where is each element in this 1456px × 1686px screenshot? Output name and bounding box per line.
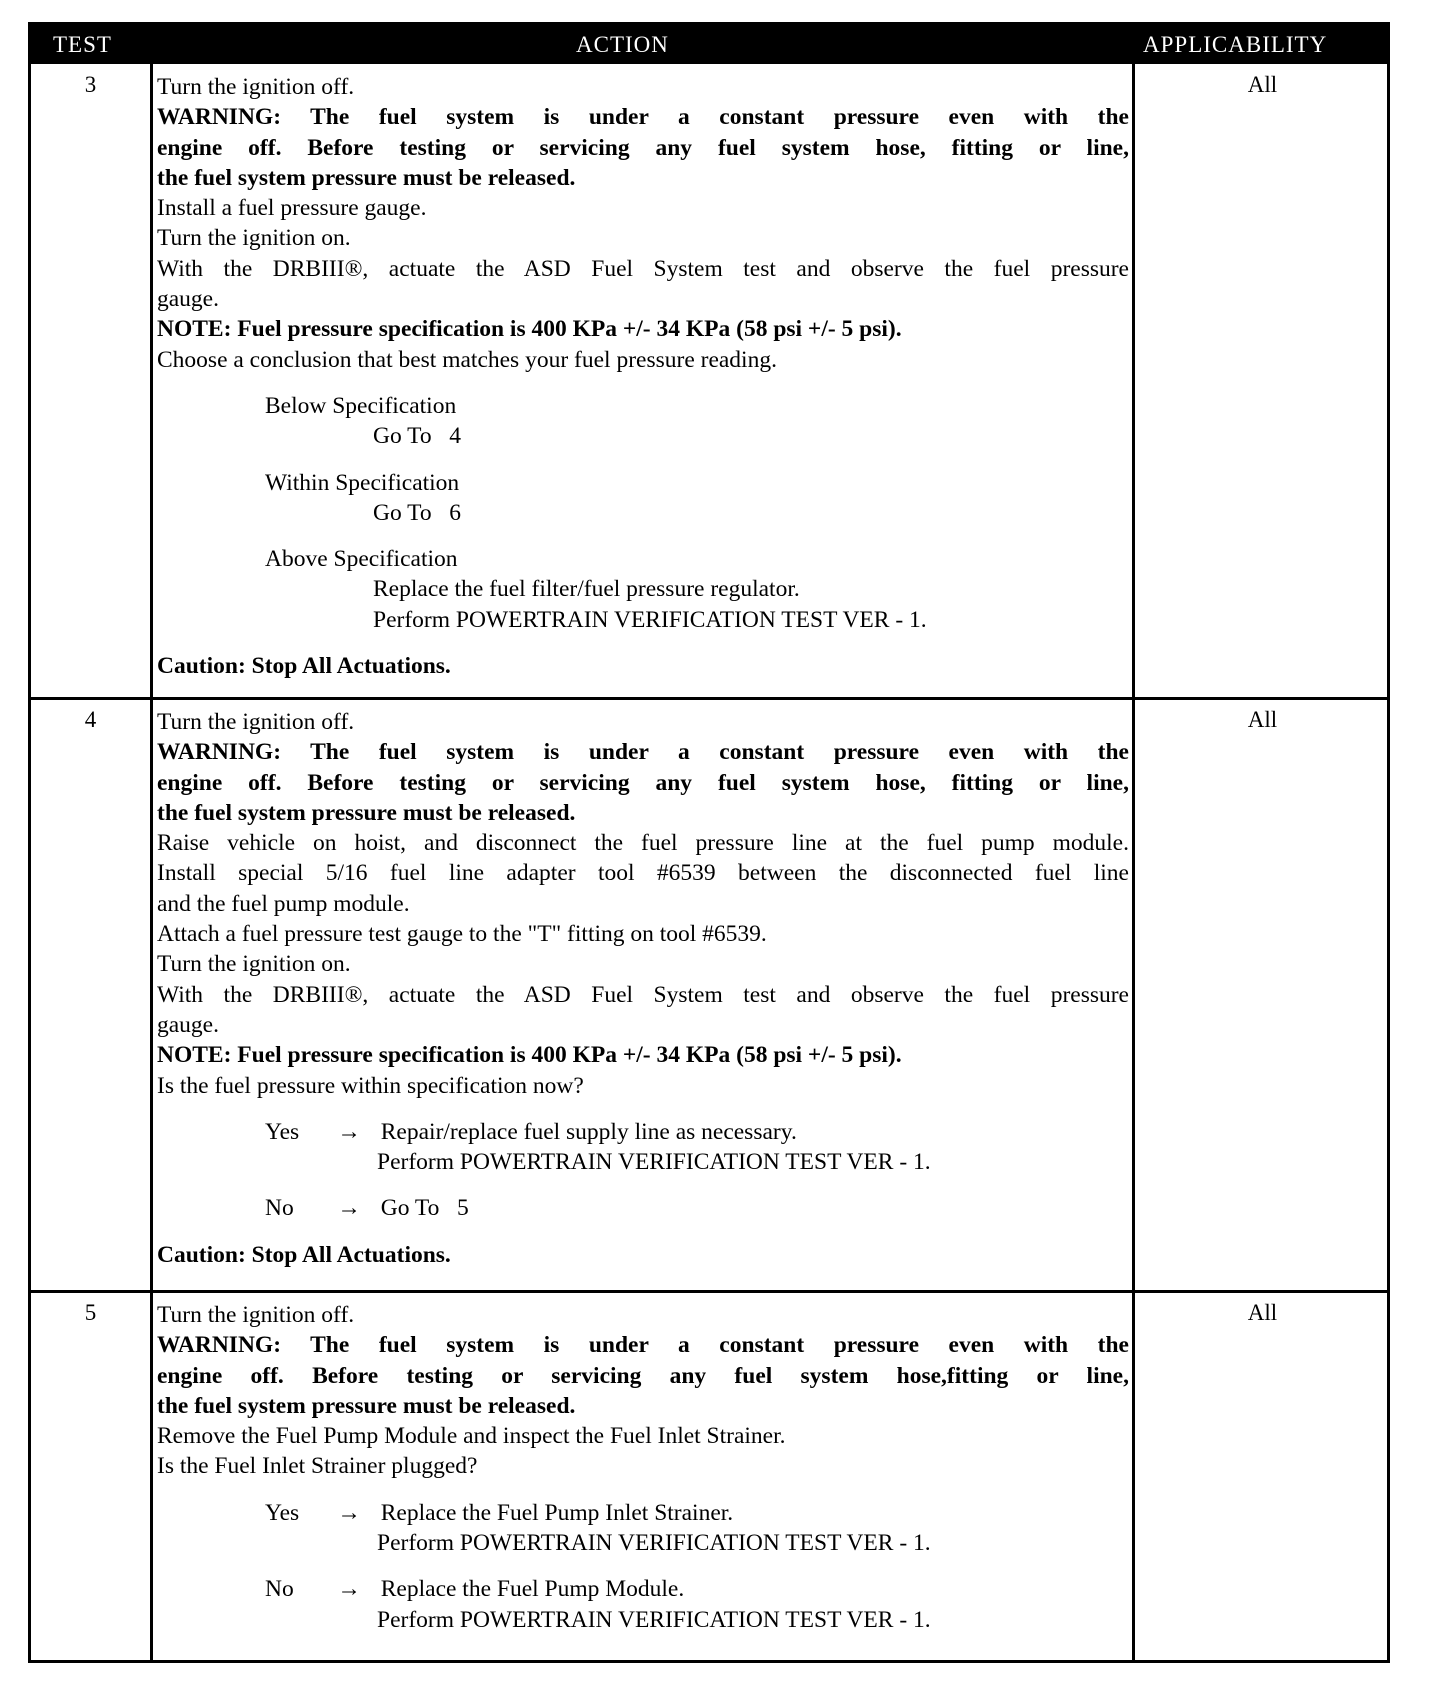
warning-text: WARNING: The fuel system is under a constant pressure even with the — [157, 104, 1129, 131]
question-text: Choose a conclusion that best matches your fuel pressure reading. — [157, 346, 777, 373]
row-divider — [31, 1290, 1387, 1293]
arrow-right-icon: → — [337, 1499, 361, 1526]
warning-text: the fuel system pressure must be released. — [157, 799, 576, 826]
instruction: gauge. — [157, 1011, 219, 1038]
header-test: TEST — [53, 32, 112, 57]
warning-text: engine off. Before testing or servicing any fuel system hose,fitting or line, — [157, 1362, 1129, 1389]
warning-text: engine off. Before testing or servicing any fuel system hose, fitting or line, — [157, 769, 1129, 796]
header-applicability: APPLICABILITY — [1143, 32, 1328, 57]
instruction: With the DRBIII®, actuate the ASD Fuel System test and observe the fuel pressure — [157, 981, 1129, 1008]
answer-no — [157, 1193, 1129, 1223]
instruction: Attach a fuel pressure test gauge to the "T" fitting on tool #6539. — [157, 921, 767, 948]
answer-result: Perform POWERTRAIN VERIFICATION TEST VER - 1. — [377, 1149, 931, 1176]
answer-label: Yes — [265, 1118, 300, 1145]
answer-yes — [157, 1117, 1129, 1147]
option-result: Perform POWERTRAIN VERIFICATION TEST VER - 1. — [373, 606, 927, 633]
instruction: gauge. — [157, 286, 219, 313]
note-text: NOTE: Fuel pressure specification is 400 KPa +/- 34 KPa (58 psi +/- 5 psi). — [157, 316, 902, 343]
test-number: 4 — [84, 707, 97, 732]
table-header — [31, 25, 1387, 64]
action-cell — [157, 1300, 1129, 1635]
instruction: Install special 5/16 fuel line adapter tool #6539 between the disconnected fuel line — [157, 860, 1129, 887]
caution-text: Caution: Stop All Actuations. — [157, 1241, 451, 1268]
applicability: All — [1247, 707, 1278, 732]
question-text: Is the Fuel Inlet Strainer plugged? — [157, 1453, 478, 1480]
answer-result: Repair/replace fuel supply line as necessary. — [380, 1118, 797, 1145]
action-cell — [157, 707, 1129, 1270]
header-action: ACTION — [576, 32, 669, 57]
answer-result: Perform POWERTRAIN VERIFICATION TEST VER - 1. — [377, 1530, 931, 1557]
warning-text: WARNING: The fuel system is under a constant pressure even with the — [157, 1332, 1129, 1359]
arrow-right-icon: → — [337, 1118, 361, 1145]
answer-no — [157, 1574, 1129, 1604]
option-label: Within Specification — [265, 469, 460, 496]
instruction: Install a fuel pressure gauge. — [157, 195, 427, 222]
answer-result: Go To 5 — [380, 1195, 469, 1222]
arrow-right-icon: → — [337, 1576, 361, 1603]
instruction: Turn the ignition off. — [157, 74, 355, 100]
answer-yes — [157, 1498, 1129, 1528]
warning-text: WARNING: The fuel system is under a constant pressure even with the — [157, 739, 1129, 766]
option-label: Above Specification — [265, 546, 458, 573]
column-divider — [1132, 64, 1135, 1660]
warning-text: the fuel system pressure must be released. — [157, 1392, 576, 1419]
answer-result: Replace the Fuel Pump Module. — [380, 1576, 685, 1603]
applicability: All — [1247, 72, 1278, 97]
caution-text: Caution: Stop All Actuations. — [157, 653, 451, 680]
option-result: Replace the fuel filter/fuel pressure regulator. — [373, 576, 800, 603]
option-result: Go To 4 — [373, 423, 462, 450]
question-text: Is the fuel pressure within specification now? — [157, 1072, 584, 1099]
action-cell — [157, 72, 1129, 681]
arrow-right-icon: → — [337, 1195, 361, 1222]
warning-text: engine off. Before testing or servicing any fuel system hose, fitting or line, — [157, 134, 1129, 161]
answer-label: No — [265, 1576, 294, 1603]
applicability: All — [1247, 1300, 1278, 1325]
instruction: Remove the Fuel Pump Module and inspect the Fuel Inlet Strainer. — [157, 1423, 786, 1450]
instruction: Turn the ignition off. — [157, 1302, 355, 1328]
answer-label: No — [265, 1195, 294, 1222]
test-number: 5 — [84, 1300, 97, 1325]
note-text: NOTE: Fuel pressure specification is 400 KPa +/- 34 KPa (58 psi +/- 5 psi). — [157, 1042, 902, 1069]
answer-result: Replace the Fuel Pump Inlet Strainer. — [380, 1499, 734, 1526]
answer-label: Yes — [265, 1499, 300, 1526]
instruction: and the fuel pump module. — [157, 890, 410, 917]
option-result: Go To 6 — [373, 499, 462, 526]
instruction: With the DRBIII®, actuate the ASD Fuel System test and observe the fuel pressure — [157, 255, 1129, 282]
answer-result: Perform POWERTRAIN VERIFICATION TEST VER - 1. — [377, 1606, 931, 1633]
option-label: Below Specification — [265, 392, 457, 419]
test-number: 3 — [84, 72, 97, 97]
instruction: Raise vehicle on hoist, and disconnect the fuel pressure line at the fuel pump module. — [157, 830, 1129, 857]
column-divider — [150, 64, 153, 1660]
diagnostic-test-table — [28, 22, 1390, 1663]
row-divider — [31, 697, 1387, 700]
instruction: Turn the ignition on. — [157, 951, 351, 978]
instruction: Turn the ignition on. — [157, 225, 351, 252]
warning-text: the fuel system pressure must be released. — [157, 164, 576, 191]
instruction: Turn the ignition off. — [157, 709, 355, 735]
